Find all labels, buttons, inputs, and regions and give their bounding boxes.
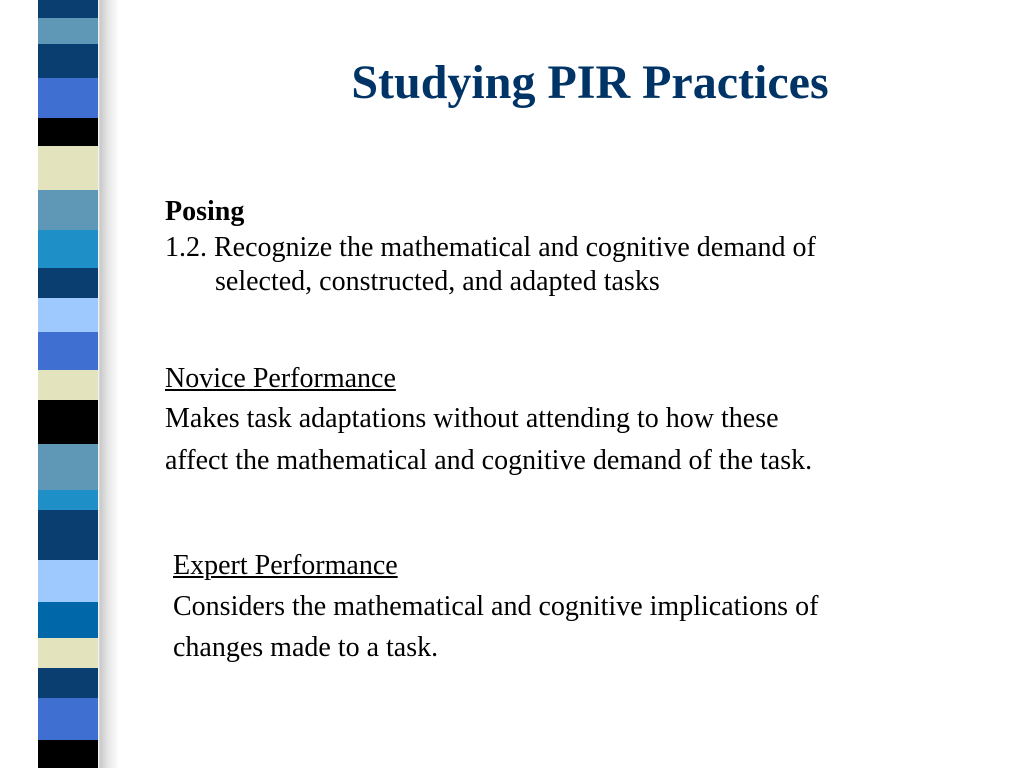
posing-heading: Posing <box>165 196 245 227</box>
stripe-band <box>38 740 98 768</box>
stripe-band <box>38 44 98 78</box>
stripe-band <box>38 602 98 638</box>
stripe-band <box>38 18 98 44</box>
expert-line-1: Considers the mathematical and cognitive implications of <box>173 591 819 622</box>
stripe-band <box>38 298 98 332</box>
posing-line-1: 1.2. Recognize the mathematical and cognitive demand of <box>165 232 816 263</box>
stripe-band <box>38 190 98 230</box>
stripe-band <box>38 146 98 190</box>
novice-line-2: affect the mathematical and cognitive demand of the task. <box>165 445 813 476</box>
stripe-band <box>38 638 98 668</box>
slide-title: Studying PIR Practices <box>351 56 829 109</box>
posing-line-2: selected, constructed, and adapted tasks <box>215 266 660 297</box>
stripe-band <box>38 332 98 370</box>
stripe-band <box>38 0 98 18</box>
stripe-band <box>38 78 98 118</box>
stripe-band <box>38 698 98 740</box>
expert-line-2: changes made to a task. <box>173 632 439 663</box>
stripe-band <box>38 230 98 268</box>
decorative-stripe <box>38 0 98 768</box>
expert-heading: Expert Performance <box>173 550 398 581</box>
stripe-band <box>38 668 98 698</box>
stripe-band <box>38 370 98 400</box>
stripe-band <box>38 490 98 510</box>
stripe-band <box>38 510 98 560</box>
stripe-band <box>38 118 98 146</box>
stripe-band <box>38 444 98 490</box>
stripe-band <box>38 268 98 298</box>
novice-heading: Novice Performance <box>165 363 396 394</box>
novice-line-1: Makes task adaptations without attending to how these <box>165 403 779 434</box>
stripe-band <box>38 400 98 444</box>
stripe-band <box>38 560 98 602</box>
